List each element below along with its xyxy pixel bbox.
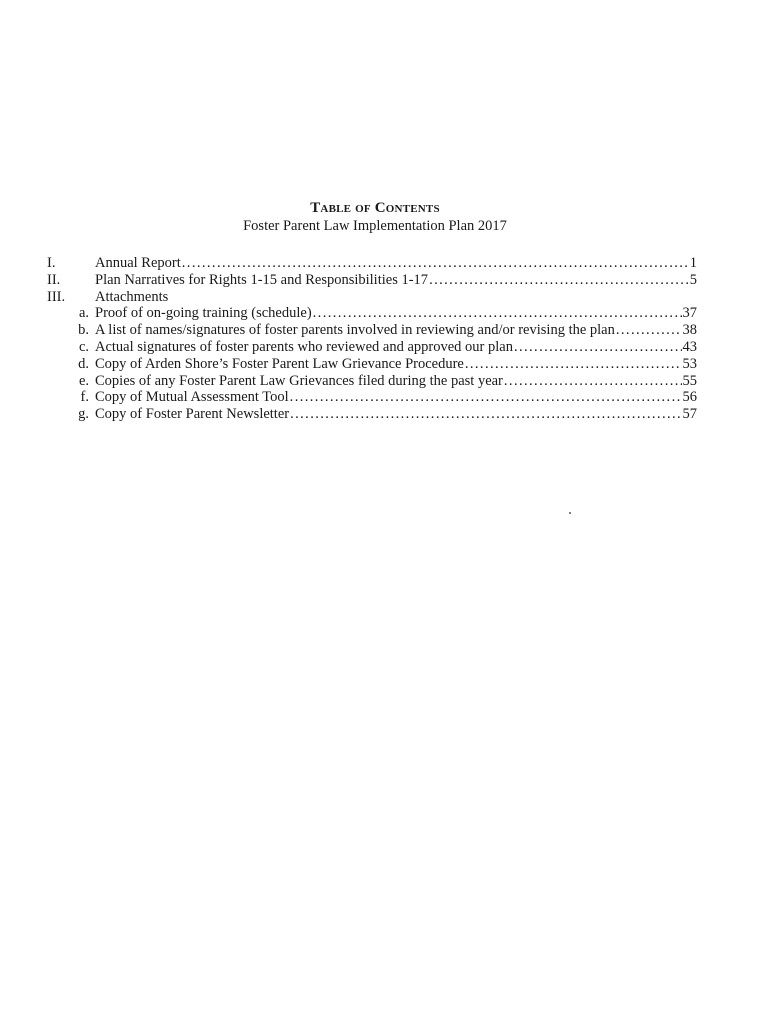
entry-title: Attachments	[95, 288, 169, 305]
toc-entry	[95, 339, 697, 356]
dot-leader	[182, 255, 689, 272]
subentry-letter: e.	[78, 372, 89, 389]
toc-entry	[95, 289, 697, 306]
entry-title: Copies of any Foster Parent Law Grievances filed during the past year	[95, 372, 503, 389]
subentry-letter: c.	[78, 338, 89, 355]
section-numeral: III.	[47, 288, 66, 305]
scan-speck	[569, 512, 571, 514]
dot-leader	[429, 272, 689, 289]
toc-entry	[95, 272, 697, 289]
entry-title: Copy of Foster Parent Newsletter	[95, 406, 290, 423]
toc-entry	[95, 406, 697, 423]
page-number: 43	[682, 338, 697, 355]
toc-subentry-row	[47, 406, 697, 423]
toc-entry	[95, 305, 697, 322]
subentry-letter: b.	[78, 322, 89, 339]
entry-title: Actual signatures of foster parents who reviewed and approved our plan	[95, 338, 513, 355]
page-number: 5	[689, 271, 697, 288]
section-numeral: II.	[47, 271, 61, 288]
toc-list	[47, 255, 697, 423]
page-number: 1	[689, 255, 697, 271]
toc-subentry-row	[47, 339, 697, 356]
toc-subentry-row	[47, 373, 697, 390]
page-number: 57	[682, 406, 697, 423]
page-number: 55	[682, 372, 697, 389]
subentry-letter: d.	[78, 355, 89, 372]
toc-section-row	[47, 255, 697, 272]
toc-entry	[95, 389, 697, 406]
toc-entry	[95, 356, 697, 373]
page-number: 56	[682, 389, 697, 406]
entry-title: Copy of Mutual Assessment Tool	[95, 389, 289, 406]
toc-subtitle: Foster Parent Law Implementation Plan 2017	[243, 218, 507, 234]
entry-title: Plan Narratives for Rights 1-15 and Responsibilities 1-17	[95, 271, 429, 288]
toc-subentry-row	[47, 389, 697, 406]
toc-entry	[95, 322, 697, 339]
subentry-letter: f.	[80, 389, 89, 406]
toc-subentry-row	[47, 356, 697, 373]
dot-leader	[616, 322, 682, 339]
subentry-letter: a.	[78, 305, 89, 322]
dot-leader	[504, 373, 682, 390]
section-numeral: I.	[47, 255, 56, 271]
entry-title: A list of names/signatures of foster parents involved in reviewing and/or revising the plan	[95, 322, 615, 339]
page-number: 53	[682, 355, 697, 372]
dot-leader	[290, 389, 682, 406]
toc-title: Table of Contents	[310, 200, 440, 216]
toc-subentry-row	[47, 322, 697, 339]
page-number: 37	[682, 305, 697, 322]
toc-section-row	[47, 289, 697, 306]
dot-leader	[514, 339, 682, 356]
dot-leader	[313, 305, 682, 322]
page-number: 38	[682, 322, 697, 339]
toc-section-row	[47, 272, 697, 289]
toc-subentry-row	[47, 305, 697, 322]
entry-title: Proof of on-going training (schedule)	[95, 305, 312, 322]
entry-title: Annual Report	[95, 255, 181, 271]
toc-entry	[95, 373, 697, 390]
dot-leader	[465, 356, 682, 373]
toc-entry	[95, 255, 697, 272]
dot-leader	[290, 406, 681, 423]
entry-title: Copy of Arden Shore’s Foster Parent Law Grievance Procedure	[95, 355, 464, 372]
subentry-letter: g.	[78, 406, 89, 423]
